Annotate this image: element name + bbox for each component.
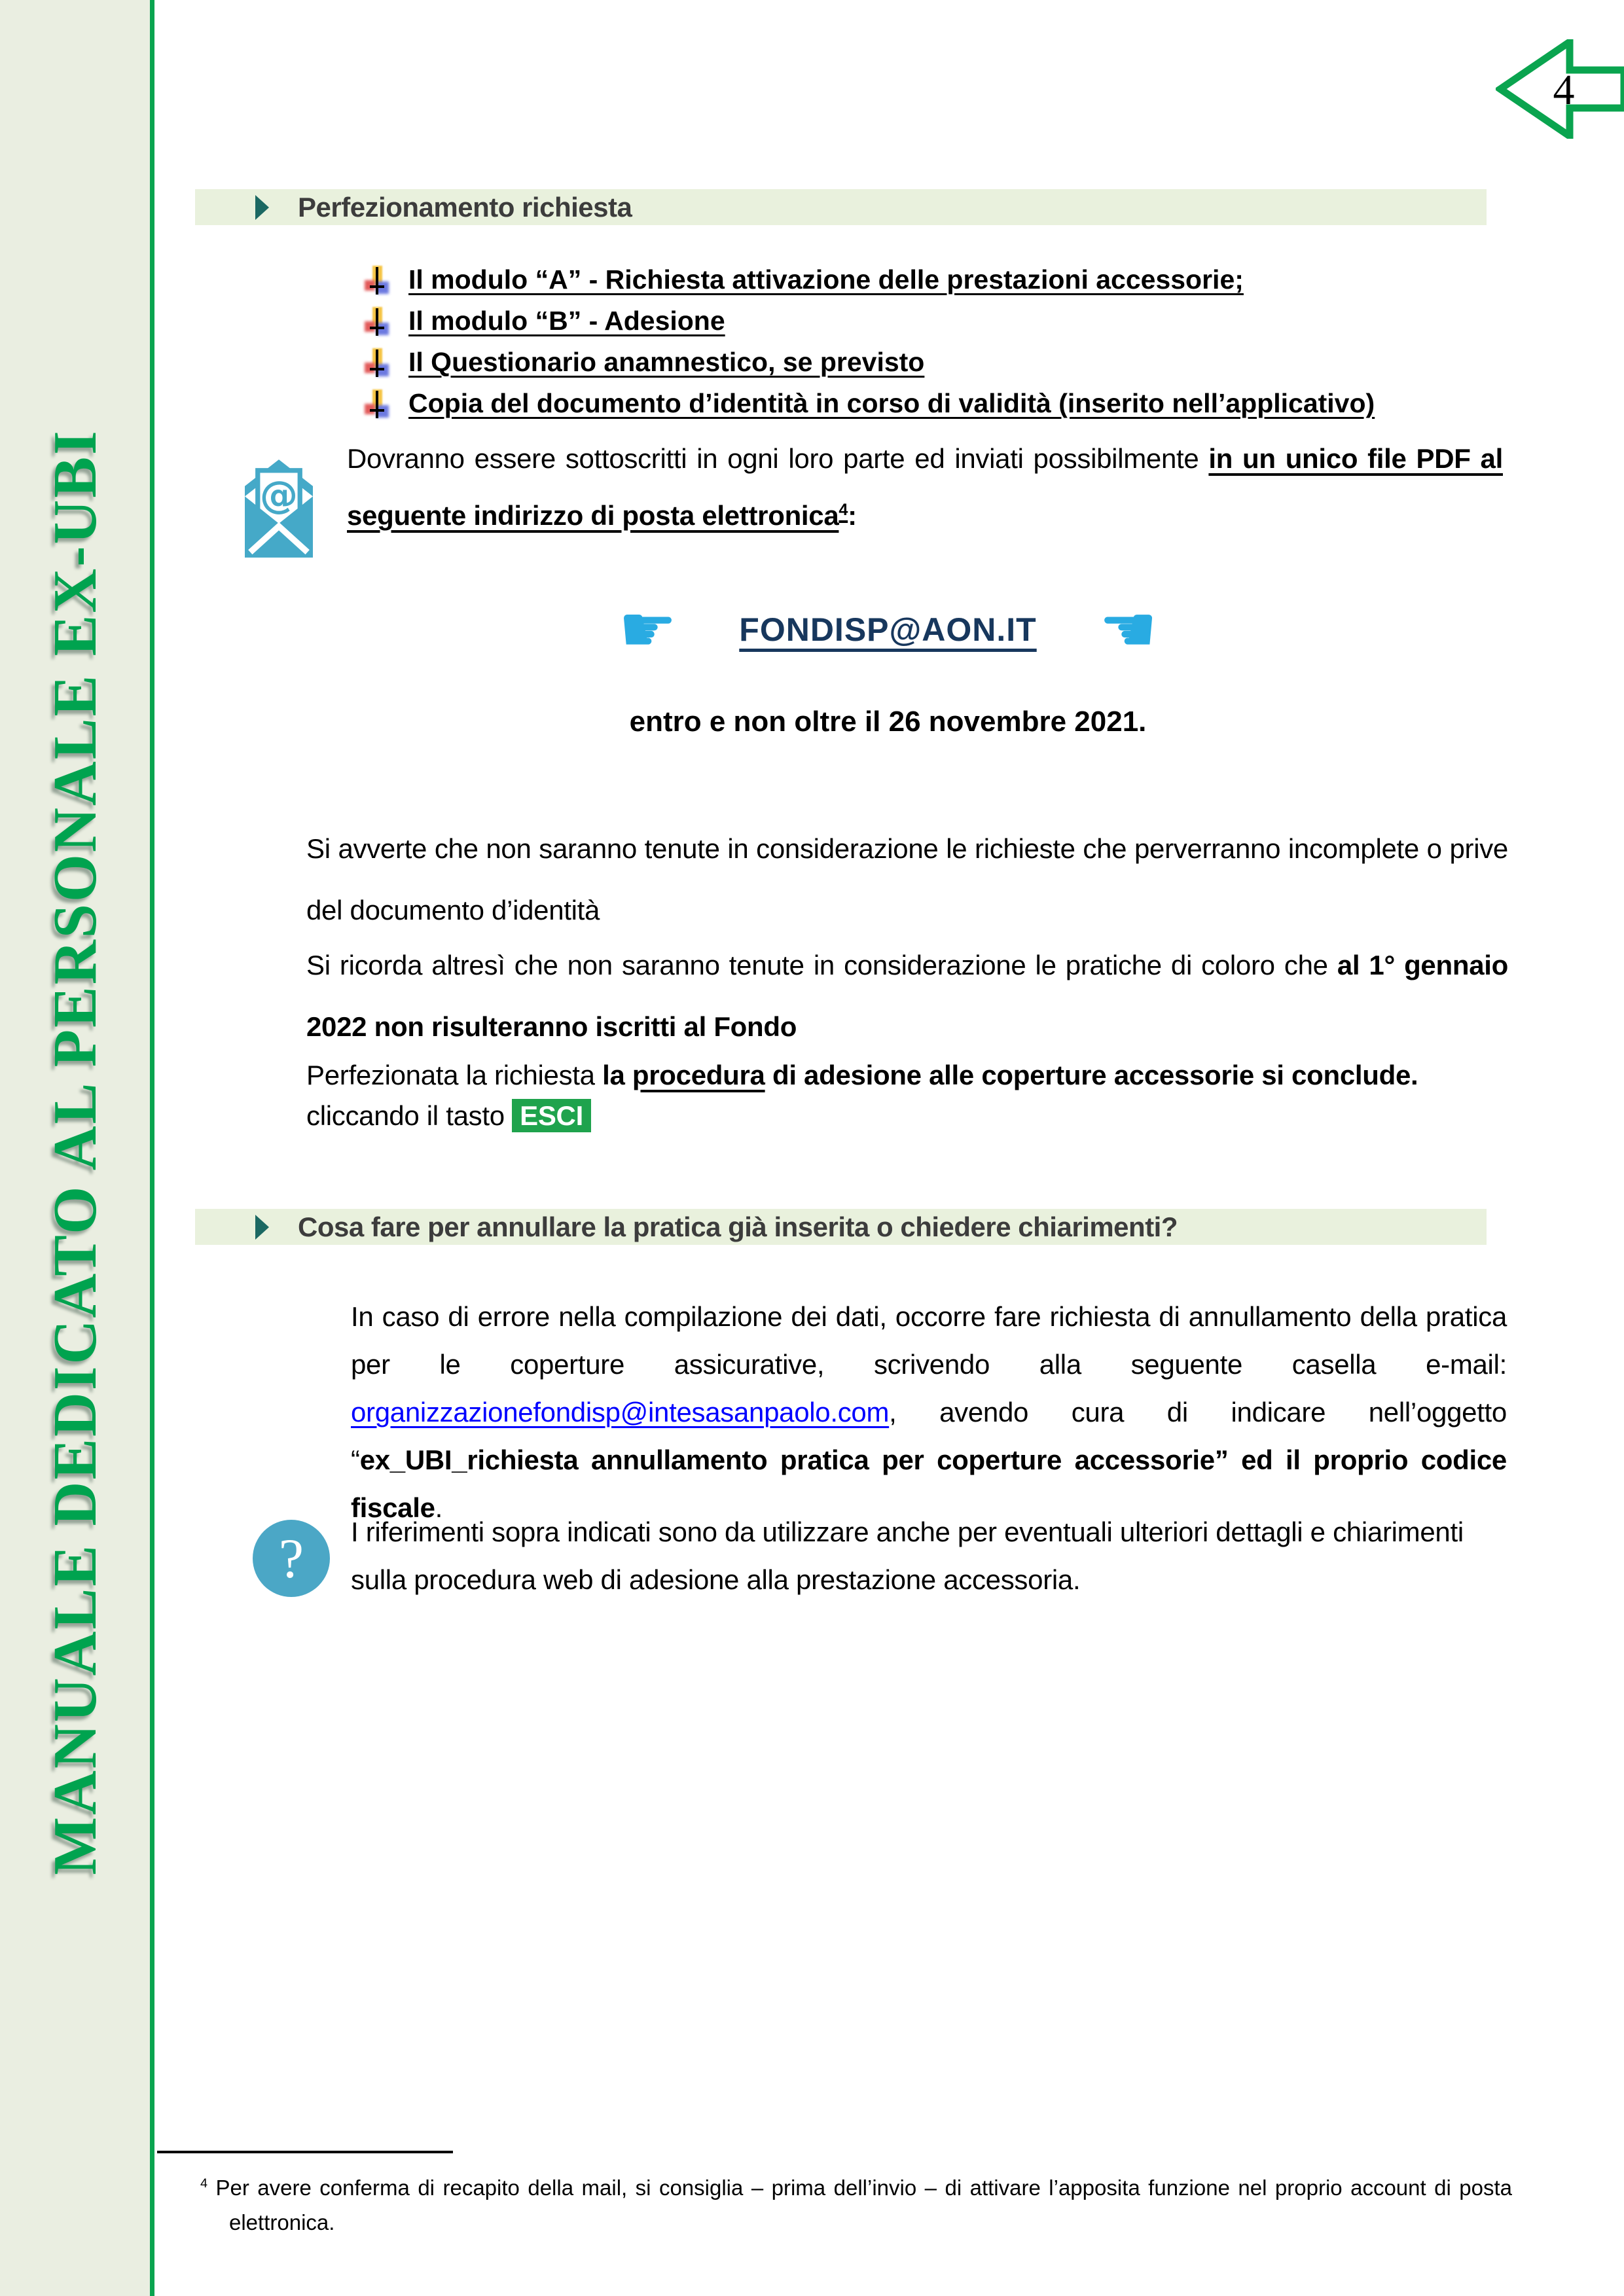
page-nav-arrow-icon <box>1496 39 1624 139</box>
completion-line-1: Perfezionata la richiesta la procedura di adesione alle coperture accessorie si conclude. <box>306 1060 1418 1090</box>
list-item <box>364 264 1375 306</box>
email-callout <box>152 591 1624 668</box>
down-arrow-bullet-icon <box>364 266 390 297</box>
list-item <box>364 347 1375 388</box>
list-item-label: Il modulo “A” - Richiesta attivazione delle prestazioni accessorie; <box>408 264 1244 295</box>
cancellation-paragraph: In caso di errore nella compilazione dei dati, occorre fare richiesta di annullamento della pratica per le coperture assicurative, scrivendo alla seguente casella e-mail: organizzazionefondisp@intesasanpaolo.com, avendo cura di indicare nell’oggetto “ex_UBI_richiesta annullamento pratica per coperture accessorie” ed il proprio codice fiscale. <box>351 1301 1507 1523</box>
list-item-label: Il Questionario anamnestico, se previsto <box>408 347 925 377</box>
section-title: Perfezionamento richiesta <box>298 191 632 223</box>
pointing-hand-right-icon: ☛ <box>618 591 677 668</box>
at-sign-glyph: @ <box>259 473 298 517</box>
footnote-text: $^4$ Per avere conferma di recapito della mail, si consiglia – prima dell’invio – di attivare l’apposita funzione nel proprio account di posta elettronica. <box>200 2176 1513 2234</box>
email-address-link[interactable]: FONDISP@AON.IT <box>739 611 1037 648</box>
down-arrow-bullet-icon <box>364 389 390 421</box>
list-item-label: Copia del documento d’identità in corso di validità (inserito nell’applicativo) <box>408 388 1375 418</box>
list-item <box>364 306 1375 347</box>
email-envelope-icon <box>238 457 320 562</box>
deadline-text: entro e non oltre il 26 novembre 2021. <box>629 706 1147 738</box>
footnote <box>156 2166 1512 2240</box>
footnote-marker: 4 <box>200 2176 208 2191</box>
page-number: 4 <box>1553 66 1575 114</box>
completion-line-2 <box>306 1096 1508 1136</box>
esci-button: ESCI <box>512 1099 591 1132</box>
sidebar-vertical-title: MANUALE DEDICATO AL PERSONALE EX-UBI <box>41 429 109 1875</box>
email-link[interactable]: organizzazionefondisp@intesasanpaolo.com <box>351 1397 890 1427</box>
warning-incomplete-paragraph: Si avverte che non saranno tenute in considerazione le richieste che perverranno incomplete o prive del documento d’identità <box>306 833 1508 925</box>
section-marker-icon <box>255 1215 269 1240</box>
mail-intro-paragraph: Dovranno essere sottoscritti in ogni loro parte ed inviati possibilmente in un unico file PDF al seguente indirizzo di posta elettronica$^4$: <box>347 443 1503 531</box>
sidebar <box>0 0 154 2296</box>
references-paragraph: I riferimenti sopra indicati sono da utilizzare anche per eventuali ulteriori dettagli e chiarimenti sulla procedura web di adesione alla prestazione accessoria. <box>351 1516 1464 1595</box>
question-mark-icon <box>253 1520 330 1597</box>
list-item <box>364 388 1375 429</box>
section-header-perfezionamento <box>195 189 1487 225</box>
down-arrow-bullet-icon <box>364 307 390 338</box>
section-title: Cosa fare per annullare la pratica già inserita o chiedere chiarimenti? <box>298 1211 1178 1242</box>
esci-button-sentence: cliccando il tasto ESCI <box>306 1099 591 1132</box>
completion-paragraph <box>306 1055 1508 1136</box>
down-arrow-bullet-icon <box>364 348 390 380</box>
footnote-separator <box>157 2151 453 2153</box>
list-item-label: Il modulo “B” - Adesione <box>408 306 725 336</box>
section-marker-icon <box>255 195 269 220</box>
warning-enrollment-paragraph: Si ricorda altresì che non saranno tenute in considerazione le pratiche di coloro che al 1° gennaio 2022 non risulteranno iscritti al Fondo <box>306 950 1508 1042</box>
document-checklist <box>364 264 1375 429</box>
question-glyph: ? <box>278 1527 304 1590</box>
pointing-hand-left-icon: ☚ <box>1098 591 1158 668</box>
section-header-annullamento <box>195 1209 1487 1245</box>
